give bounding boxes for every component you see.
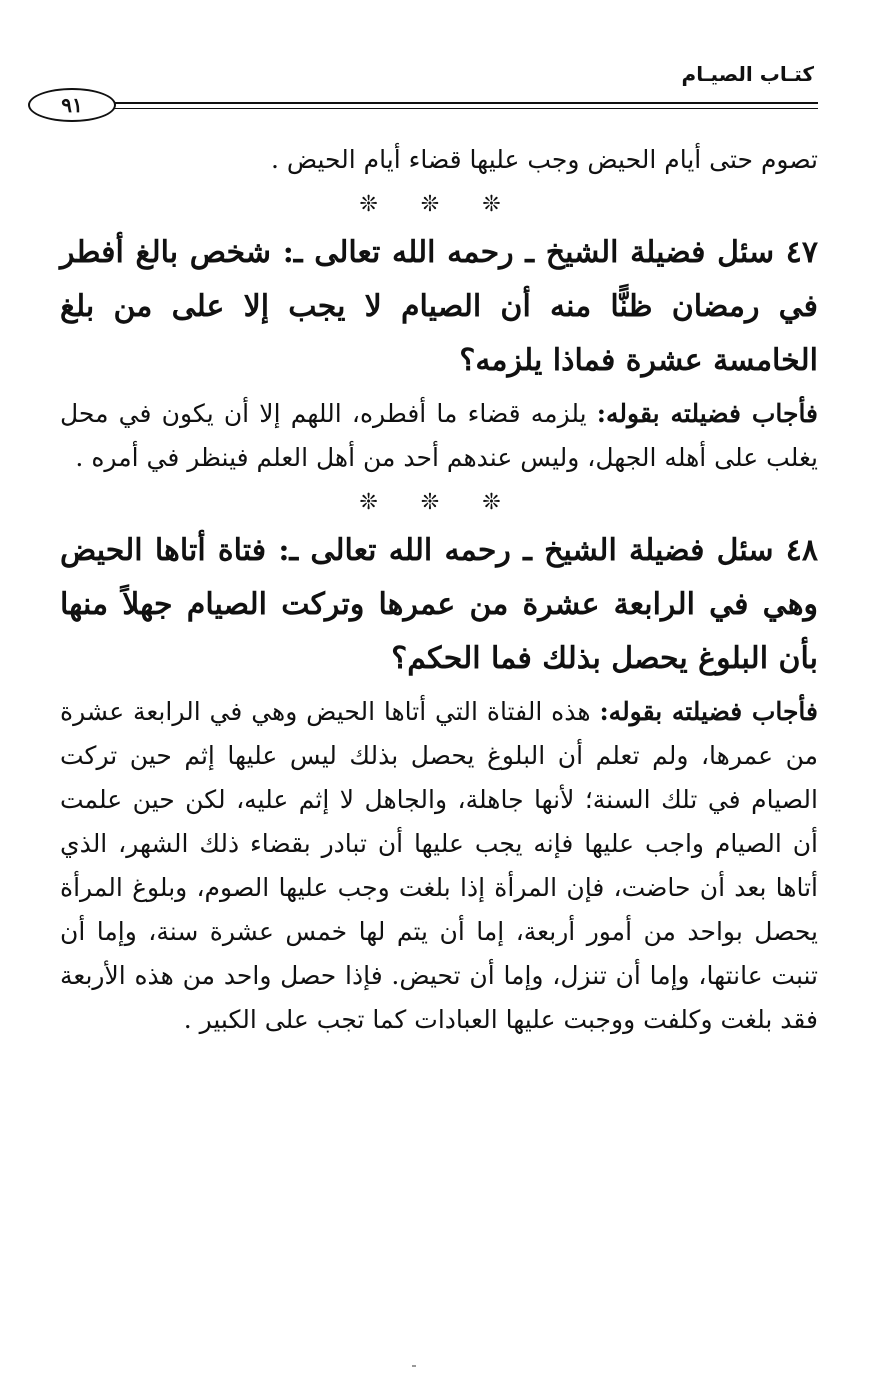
page-content: [60, 138, 818, 1042]
question-47: ٤٧ سئل فضيلة الشيخ ـ رحمه الله تعالى ـ: شخص بالغ أفطر في رمضان ظنًّا منه أن الصيام لا يجب إلا على من بلغ الخامسة عشرة فماذا يلزمه؟: [60, 235, 818, 378]
intro-line: تصوم حتى أيام الحيض وجب عليها قضاء أيام الحيض .: [270, 145, 818, 174]
answer-47-text: يلزمه قضاء ما أفطره، اللهم إلا أن يكون في محل يغلب على أهله الجهل، وليس عندهم أحد من أهل العلم فينظر في أمره .: [60, 399, 818, 472]
section-separator: ❊ ❊ ❊: [359, 192, 519, 217]
footer-mark: [412, 1365, 416, 1367]
answer-47: [60, 392, 818, 480]
book-title: كتـاب الصيـام: [681, 62, 814, 86]
answer-48: [60, 690, 818, 1042]
header-rule-thin: [112, 108, 818, 109]
answer-48-lead: فأجاب فضيلته بقوله:: [599, 697, 819, 726]
page-number: ٩١: [28, 88, 116, 122]
question-48: ٤٨ سئل فضيلة الشيخ ـ رحمه الله تعالى ـ: فتاة أتاها الحيض وهي في الرابعة عشرة من عمرها وتركت الصيام جهلاً منها بأن البلوغ يحصل بذلك فما الحكم؟: [60, 533, 818, 676]
answer-47-lead: فأجاب فضيلته بقوله:: [596, 399, 819, 428]
header-rule: [112, 102, 818, 104]
section-separator-2: ❊ ❊ ❊: [359, 490, 519, 515]
answer-48-text: هذه الفتاة التي أتاها الحيض وهي في الرابعة عشرة من عمرها، ولم تعلم أن البلوغ يحصل بذلك ليس عليها إثم حين تركت الصيام في تلك السنة؛ لأنها جاهلة، والجاهل لا إثم عليه، لكن حين علمت أن الصيام واجب عليها فإنه يجب عليها أن تبادر بقضاء ذلك الشهر، الذي أتاها بعد أن حاضت، فإن المرأة إذا بلغت وجب عليها الصوم، وبلوغ المرأة يحصل بواحد من أمور أربعة، إما أن يتم لها خمس عشرة سنة، وإما أن تنبت عانتها، وإما أن تنزل، وإما أن تحيض. فإذا حصل واحد من هذه الأربعة فقد بلغت وكلفت ووجبت عليها العبادات كما تجب على الكبير .: [60, 697, 818, 1034]
page-header: [28, 58, 818, 128]
